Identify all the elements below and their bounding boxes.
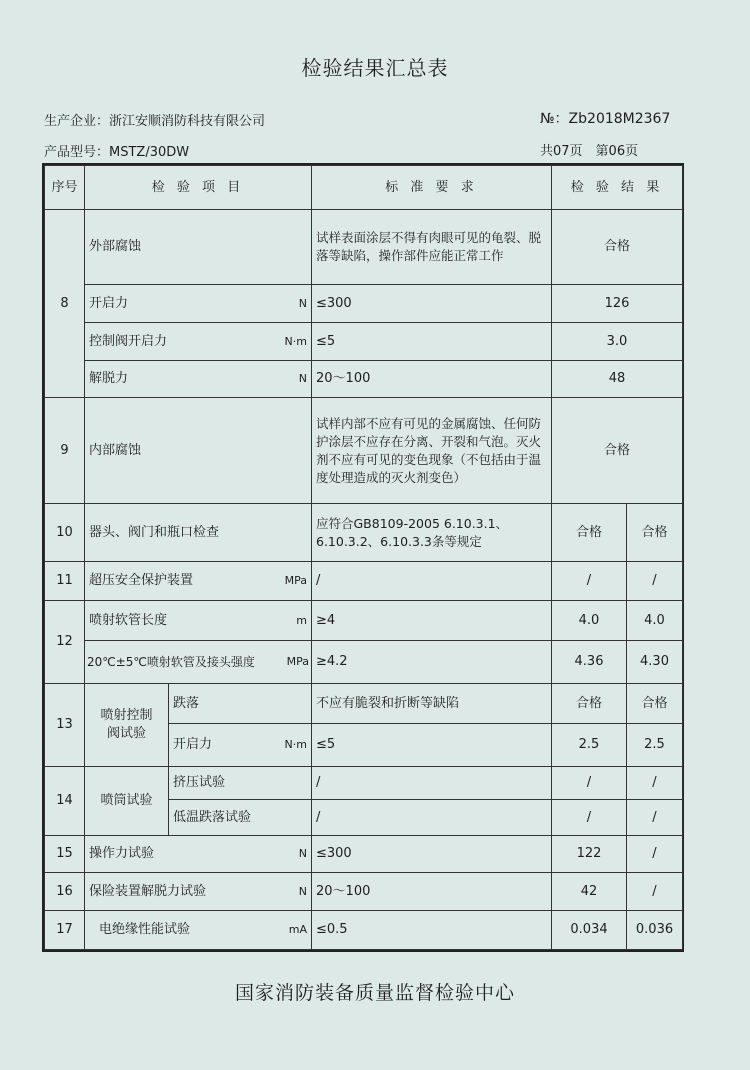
table-row (45, 873, 683, 911)
item-unit: MPa (284, 574, 307, 587)
result-sample1: / (552, 800, 627, 836)
requirement-text: 不应有脆裂和折断等缺陷 (312, 684, 552, 724)
issuer-footer: 国家消防装备质量监督检验中心 (234, 982, 515, 1004)
report-number: №：Zb2018M2367 (540, 111, 671, 127)
requirement-text: 应符合GB8109-2005 6.10.3.1、6.10.3.2、6.10.3.3条等规定 (312, 504, 552, 562)
row-seq: 11 (45, 562, 85, 601)
row-seq: 10 (45, 504, 85, 562)
result-value: 3.0 (552, 323, 683, 361)
item-name: 保险装置解脱力试验 (89, 883, 207, 899)
requirement-text: 20～100 (312, 361, 552, 398)
item-unit: N (298, 884, 307, 898)
table-header (45, 166, 683, 210)
result-value: 合格 (552, 398, 683, 504)
result-sample2: / (627, 767, 683, 800)
item-name: 20℃±5℃喷射软管及接头强度 (87, 655, 255, 669)
requirement-text: ≤300 (312, 836, 552, 873)
result-sample2: / (627, 873, 683, 911)
result-sample2: / (627, 562, 683, 601)
table-row (45, 601, 683, 641)
result-sample1: 4.36 (552, 641, 627, 684)
item-name: 控制阀开启力 (89, 333, 168, 349)
requirement-text: ≤5 (312, 323, 552, 361)
requirement-text: / (312, 767, 552, 800)
table-row (45, 684, 683, 724)
result-value: 126 (552, 285, 683, 323)
header-seq: 序号 (45, 166, 85, 210)
result-sample2: / (627, 836, 683, 873)
row-seq: 17 (45, 911, 85, 950)
header-result: 检 验 结 果 (552, 166, 683, 210)
result-value: 48 (552, 361, 683, 398)
product-model: 产品型号：MSTZ/30DW (44, 145, 190, 160)
table-row (45, 398, 683, 504)
item-name: 喷射软管长度 (89, 612, 168, 628)
table-row (45, 504, 683, 562)
result-sample1: 合格 (552, 684, 627, 724)
requirement-text: ≥4.2 (312, 641, 552, 684)
item-name: 解脱力 (89, 371, 129, 386)
item-unit: MPa (286, 655, 309, 668)
result-sample2: 4.30 (627, 641, 683, 684)
result-sample1: 0.034 (552, 911, 627, 950)
requirement-text: 试样表面涂层不得有肉眼可见的龟裂、脱落等缺陷，操作部件应能正常工作 (312, 210, 552, 285)
result-sample1: 122 (552, 836, 627, 873)
requirement-text: 20～100 (312, 873, 552, 911)
result-sample1: 合格 (552, 504, 627, 562)
table-row (45, 210, 683, 285)
item-unit: N·m (284, 738, 307, 751)
row-seq: 9 (45, 398, 85, 504)
result-sample1: 2.5 (552, 724, 627, 767)
item-unit: mA (288, 923, 307, 936)
requirement-text: ≤5 (312, 724, 552, 767)
result-sample2: 0.036 (627, 911, 683, 950)
header-item: 检 验 项 目 (85, 166, 312, 210)
table-row (45, 641, 683, 684)
item-name: 外部腐蚀 (85, 210, 312, 285)
document-title: 检验结果汇总表 (301, 56, 449, 80)
table-row (45, 911, 683, 950)
header-requirement: 标 准 要 求 (312, 166, 552, 210)
item-name: 器头、阀门和瓶口检查 (85, 504, 312, 562)
requirement-text: ≤300 (312, 285, 552, 323)
result-sample2: 合格 (627, 504, 683, 562)
item-name: 跌落 (169, 684, 312, 724)
row-seq: 15 (45, 836, 85, 873)
requirement-text: ≤0.5 (312, 911, 552, 950)
item-unit: N (298, 372, 307, 385)
page-indicator: 共07页 第06页 (540, 144, 639, 159)
item-unit: N (298, 847, 307, 860)
item-name: 开启力 (89, 295, 129, 311)
item-name: 超压安全保护装置 (89, 573, 194, 588)
requirement-text: / (312, 562, 552, 601)
item-name: 操作力试验 (89, 846, 155, 861)
table-row (45, 767, 683, 800)
manufacturer: 生产企业：浙江安顺消防科技有限公司 (44, 114, 266, 129)
result-sample1: 42 (552, 873, 627, 911)
item-unit: N·m (284, 334, 307, 348)
result-sample2: 合格 (627, 684, 683, 724)
item-group: 喷筒试验 (85, 767, 169, 836)
result-sample1: / (552, 562, 627, 601)
table-row (45, 562, 683, 601)
row-seq: 8 (45, 210, 85, 398)
table-row (45, 836, 683, 873)
table-row (45, 361, 683, 398)
item-unit: N (298, 296, 307, 310)
item-name: 电绝缘性能试验 (99, 922, 191, 937)
table-row (45, 323, 683, 361)
row-seq: 16 (45, 873, 85, 911)
results-table (42, 163, 684, 952)
table-row (45, 285, 683, 323)
result-sample2: 2.5 (627, 724, 683, 767)
item-name: 低温跌落试验 (169, 800, 312, 836)
item-unit: m (296, 613, 307, 627)
row-seq: 12 (45, 601, 85, 684)
result-sample2: / (627, 800, 683, 836)
result-sample2: 4.0 (627, 601, 683, 641)
result-value: 合格 (552, 210, 683, 285)
row-seq: 14 (45, 767, 85, 836)
item-group: 喷射控制阀试验 (85, 684, 169, 767)
item-name: 挤压试验 (169, 767, 312, 800)
item-name: 开启力 (173, 737, 213, 752)
row-seq: 13 (45, 684, 85, 767)
result-sample1: 4.0 (552, 601, 627, 641)
result-sample1: / (552, 767, 627, 800)
requirement-text: ≥4 (312, 601, 552, 641)
requirement-text: / (312, 800, 552, 836)
item-name: 内部腐蚀 (85, 398, 312, 504)
requirement-text: 试样内部不应有可见的金属腐蚀、任何防护涂层不应存在分离、开裂和气泡。灭火剂不应有可见的变色现象（不包括由于温度处理造成的灭火剂变色） (312, 398, 552, 504)
